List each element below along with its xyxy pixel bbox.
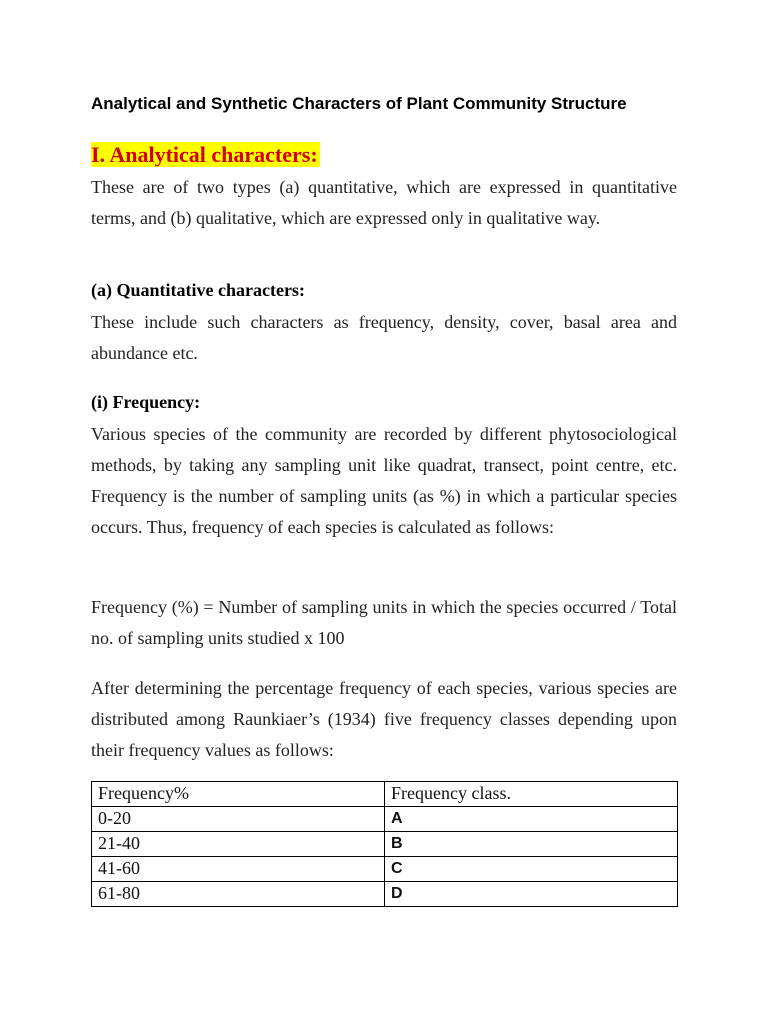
frequency-class-table xyxy=(91,781,678,907)
subheading-frequency: (i) Frequency: xyxy=(91,392,201,412)
table-row xyxy=(92,807,678,832)
raunkiaer-paragraph: After determining the percentage frequency of each species, various species are distributed among Raunkiaer’s (1934) five frequency classes depending upon their frequency values as follows: xyxy=(91,678,677,760)
table-cell-range: 0-20 xyxy=(92,807,385,832)
formula-paragraph: Frequency (%) = Number of sampling units in which the species occurred / Total no. of sampling units studied x 100 xyxy=(91,597,677,648)
table-cell-class: A xyxy=(385,807,678,832)
table-header-class: Frequency class. xyxy=(385,782,678,807)
quantitative-paragraph: These include such characters as frequency, density, cover, basal area and abundance etc. xyxy=(91,312,677,363)
frequency-paragraph: Various species of the community are recorded by different phytosociological methods, by taking any sampling unit like quadrat, transect, point centre, etc. Frequency is the number of sampling units (as %) in which a particular species occurs. Thus, frequency of each species is calculated as follows: xyxy=(91,424,677,537)
subheading-quantitative: (a) Quantitative characters: xyxy=(91,280,305,300)
table-header-row xyxy=(92,782,678,807)
table-row xyxy=(92,882,678,907)
table-cell-class: B xyxy=(385,832,678,857)
section-heading-analytical xyxy=(91,142,320,168)
table-cell-range: 41-60 xyxy=(92,857,385,882)
intro-paragraph: These are of two types (a) quantitative, which are expressed in quantitative terms, and (b) qualitative, which are expressed only in qualitative way. xyxy=(91,177,677,228)
document-title: Analytical and Synthetic Characters of Plant Community Structure xyxy=(91,94,627,113)
table-cell-range: 21-40 xyxy=(92,832,385,857)
table-cell-class: D xyxy=(385,882,678,907)
table-header-frequency: Frequency% xyxy=(92,782,385,807)
highlighted-heading-text: I. Analytical characters: xyxy=(91,142,318,167)
table-cell-range: 61-80 xyxy=(92,882,385,907)
table-cell-class: C xyxy=(385,857,678,882)
table-row xyxy=(92,832,678,857)
table-row xyxy=(92,857,678,882)
